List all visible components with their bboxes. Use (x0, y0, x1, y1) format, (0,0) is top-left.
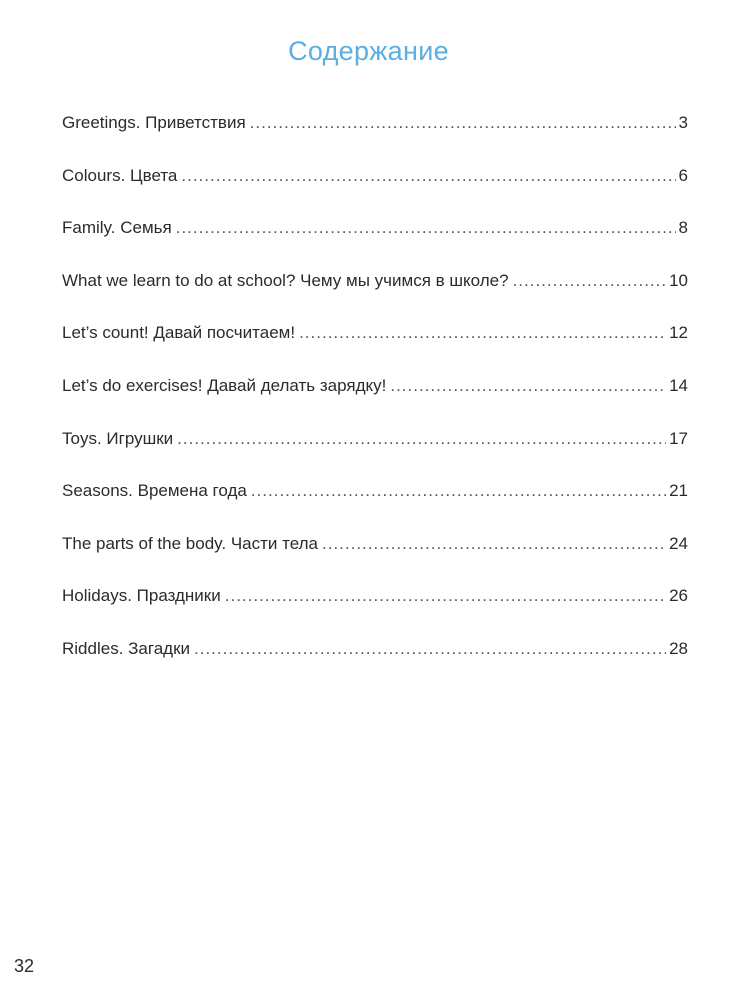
toc-entry-text: Colours. Цвета (62, 165, 178, 185)
toc-entry-text: Let’s do exercises! Давай делать зарядку! (62, 375, 387, 395)
toc-entry-page: 26 (669, 586, 688, 606)
toc-entry-toys[interactable] (62, 429, 688, 482)
toc-entry-page: 6 (678, 165, 688, 185)
toc-entry-page: 28 (669, 638, 688, 658)
toc-entry-page: 21 (669, 481, 688, 501)
page-number: 32 (14, 956, 35, 976)
toc-entry-riddles[interactable] (62, 639, 688, 692)
toc-entry-exercises[interactable] (62, 376, 688, 429)
toc-entry-text: Riddles. Загадки (62, 638, 190, 658)
toc-entry-text: Seasons. Времена года (62, 481, 247, 501)
toc-entry-school[interactable] (62, 271, 688, 324)
toc-entry-text: Greetings. Приветствия (62, 113, 246, 132)
toc-entry-text: The parts of the body. Части тела (62, 533, 318, 553)
toc-leader-dots (225, 586, 666, 606)
toc-entry-colours[interactable] (62, 166, 688, 219)
toc-entry-count[interactable] (62, 323, 688, 376)
toc-leader-dots (513, 271, 667, 291)
toc-leader-dots (322, 534, 666, 554)
toc-leader-dots (177, 429, 666, 449)
toc-leader-dots (176, 218, 676, 238)
page-title: Содержание (288, 36, 449, 66)
toc-entry-text: Family. Семья (62, 218, 172, 238)
toc-entry-seasons[interactable] (62, 481, 688, 534)
toc-entry-body[interactable] (62, 534, 688, 587)
toc-entry-page: 8 (678, 218, 688, 238)
table-of-contents (62, 113, 688, 692)
toc-leader-dots (251, 481, 666, 501)
toc-entry-page: 24 (669, 533, 688, 553)
toc-leader-dots (299, 323, 666, 343)
toc-entry-page: 17 (669, 428, 688, 448)
toc-leader-dots (250, 113, 676, 133)
toc-entry-page: 12 (669, 323, 688, 343)
toc-leader-dots (390, 376, 666, 396)
toc-entry-holidays[interactable] (62, 586, 688, 639)
toc-entry-text: Let’s count! Давай посчитаем! (62, 323, 296, 343)
toc-leader-dots (194, 639, 666, 659)
toc-entry-text: What we learn to do at school? Чему мы учимся в школе? (62, 270, 509, 290)
toc-leader-dots (181, 166, 675, 186)
toc-entry-text: Toys. Игрушки (62, 428, 174, 448)
toc-entry-greetings[interactable] (62, 113, 688, 166)
toc-entry-page: 3 (678, 113, 688, 132)
toc-entry-text: Holidays. Праздники (62, 586, 221, 606)
toc-entry-page: 14 (669, 375, 688, 395)
toc-entry-family[interactable] (62, 218, 688, 271)
toc-entry-page: 10 (669, 270, 688, 290)
